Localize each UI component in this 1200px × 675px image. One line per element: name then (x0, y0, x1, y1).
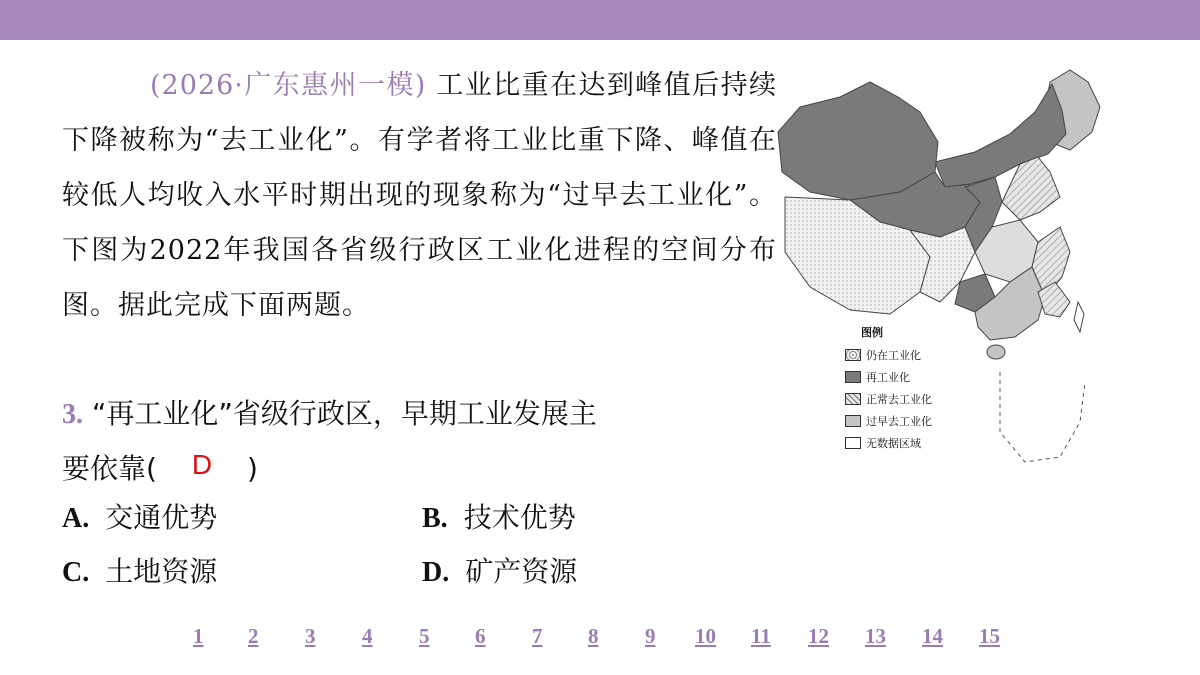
option-b[interactable] (422, 496, 576, 536)
legend-label: 再工业化 (866, 371, 910, 384)
option-letter: C. (62, 557, 90, 588)
page-link-3[interactable]: 3 (305, 624, 316, 648)
page-navigation (183, 624, 1023, 654)
page-link-7[interactable]: 7 (532, 624, 543, 648)
legend-swatch-hatch-icon (845, 393, 861, 405)
legend-item (845, 366, 932, 388)
page-link-5[interactable]: 5 (419, 624, 430, 648)
map-legend (845, 324, 932, 454)
page-link-2[interactable]: 2 (248, 624, 259, 648)
legend-label: 无数据区域 (866, 437, 921, 450)
question-stem-line1: “再工业化”省级行政区，早期工业发展主 (91, 397, 597, 430)
page-link-14[interactable]: 14 (922, 624, 943, 648)
legend-item (845, 388, 932, 410)
legend-label: 正常去工业化 (866, 393, 932, 406)
option-c[interactable] (62, 550, 217, 590)
question-number: 3. (62, 399, 83, 430)
legend-swatch-dotted-icon (845, 349, 861, 361)
option-letter: B. (422, 503, 448, 534)
source-label: (2026·广东惠州一模) (150, 70, 427, 101)
legend-swatch-dark-icon (845, 371, 861, 383)
legend-item (845, 432, 932, 454)
page-link-15[interactable]: 15 (979, 624, 1000, 648)
legend-item (845, 344, 932, 366)
page-link-10[interactable]: 10 (695, 624, 716, 648)
option-text: 技术优势 (463, 501, 576, 534)
question-close-paren: ) (246, 452, 258, 485)
legend-swatch-blank-icon (845, 437, 861, 449)
china-industrialization-map (770, 52, 1110, 482)
map-graphic (770, 52, 1110, 482)
legend-item (845, 410, 932, 432)
option-text: 土地资源 (105, 555, 218, 588)
option-d[interactable] (422, 550, 577, 590)
page-link-9[interactable]: 9 (645, 624, 656, 648)
option-text: 矿产资源 (465, 555, 578, 588)
legend-swatch-gray-icon (845, 415, 861, 427)
page-link-1[interactable]: 1 (193, 624, 204, 648)
page-link-13[interactable]: 13 (865, 624, 886, 648)
page-link-11[interactable]: 11 (751, 624, 771, 648)
option-a[interactable] (62, 496, 217, 536)
page-link-12[interactable]: 12 (808, 624, 829, 648)
passage-text (62, 58, 777, 333)
page-link-8[interactable]: 8 (588, 624, 599, 648)
option-text: 交通优势 (105, 501, 218, 534)
question-stem-line2: 要依靠( (62, 452, 157, 485)
page-link-4[interactable]: 4 (362, 624, 373, 648)
legend-label: 仍在工业化 (866, 349, 921, 362)
option-letter: A. (62, 503, 90, 534)
page-link-6[interactable]: 6 (475, 624, 486, 648)
top-banner (0, 0, 1200, 40)
answer-mark: D (191, 449, 213, 480)
legend-title: 图例 (861, 326, 883, 339)
option-letter: D. (422, 557, 450, 588)
passage-body: 工业比重在达到峰值后持续下降被称为“去工业化”。有学者将工业比重下降、峰值在较低人均收入水平时期出现的现象称为“过早去工业化”。下图为2022年我国各省级行政区工业化进程的空间分布图。据此完成下面两题。 (62, 70, 777, 321)
question-3 (62, 387, 762, 496)
legend-label: 过早去工业化 (866, 415, 932, 428)
